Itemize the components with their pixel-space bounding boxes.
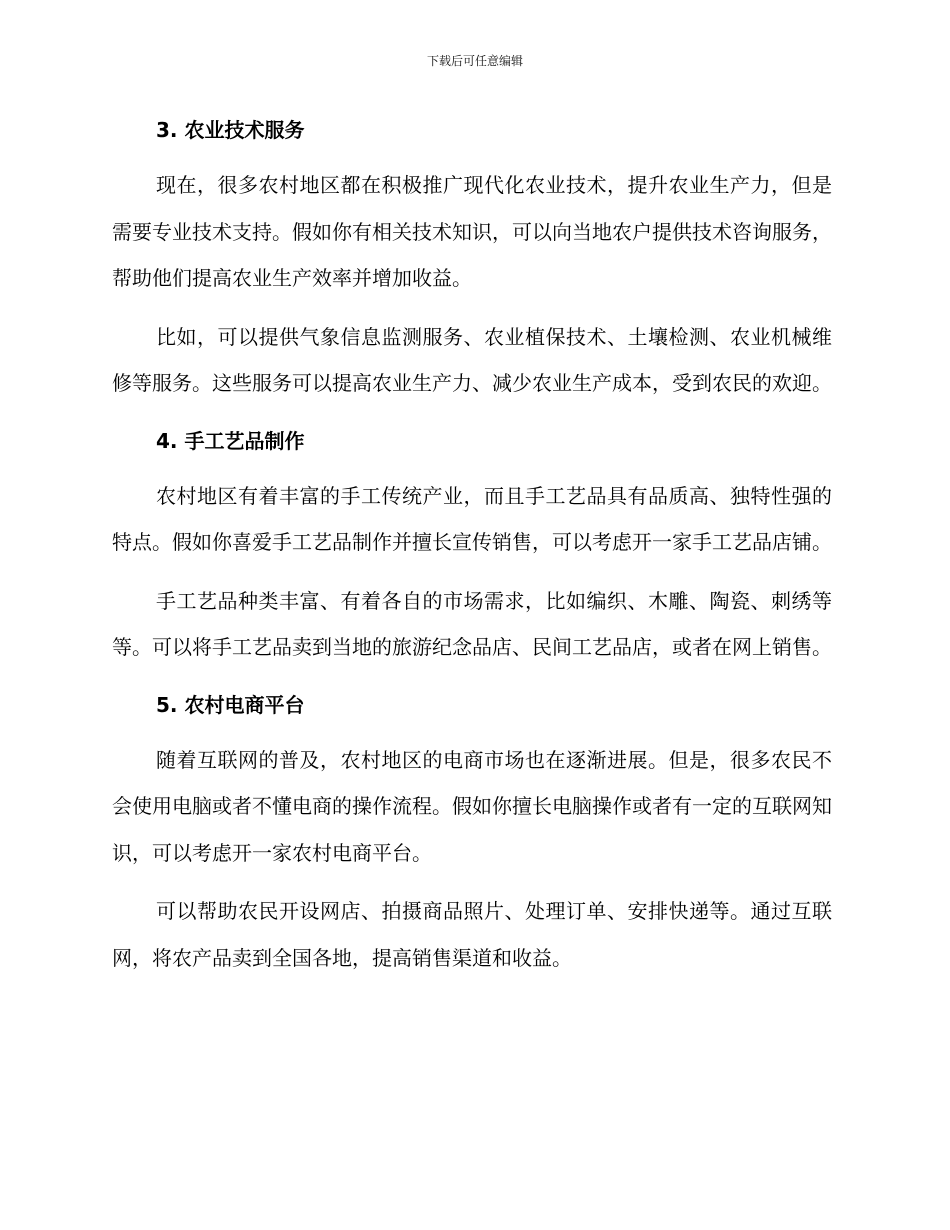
section: [112, 683, 832, 982]
paragraph: 比如，可以提供气象信息监测服务、农业植保技术、土壤检测、农业机械维修等服务。这些服务可以提高农业生产力、减少农业生产成本，受到农民的欢迎。: [112, 324, 832, 395]
section-heading: 4. 手工艺品制作: [156, 428, 305, 453]
paragraph: 可以帮助农民开设网店、拍摄商品照片、处理订单、安排快递等。通过互联网，将农产品卖到全国各地，提高销售渠道和收益。: [112, 899, 832, 970]
document-body: [112, 108, 832, 993]
paragraph: 随着互联网的普及，农村地区的电商市场也在逐渐进展。但是，很多农民不会使用电脑或者不懂电商的操作流程。假如你擅长电脑操作或者有一定的互联网知识，可以考虑开一家农村电商平台。: [112, 747, 832, 865]
paragraph: 手工艺品种类丰富、有着各自的市场需求，比如编织、木雕、陶瓷、刺绣等等。可以将手工艺品卖到当地的旅游纪念品店、民间工艺品店，或者在网上销售。: [112, 588, 832, 659]
section-heading: 5. 农村电商平台: [156, 692, 305, 717]
section-heading: 3. 农业技术服务: [156, 118, 305, 142]
section: [112, 108, 832, 407]
page-header: 下载后可任意编辑: [426, 54, 523, 68]
paragraph: 农村地区有着丰富的手工传统产业，而且手工艺品具有品质高、独特性强的特点。假如你喜爱手工艺品制作并擅长宣传销售，可以考虑开一家手工艺品店铺。: [112, 483, 832, 554]
paragraph: 现在，很多农村地区都在积极推广现代化农业技术，提升农业生产力，但是需要专业技术支持。假如你有相关技术知识，可以向当地农户提供技术咨询服务，帮助他们提高农业生产效率并增加收益。: [112, 173, 832, 290]
section: [112, 419, 832, 671]
